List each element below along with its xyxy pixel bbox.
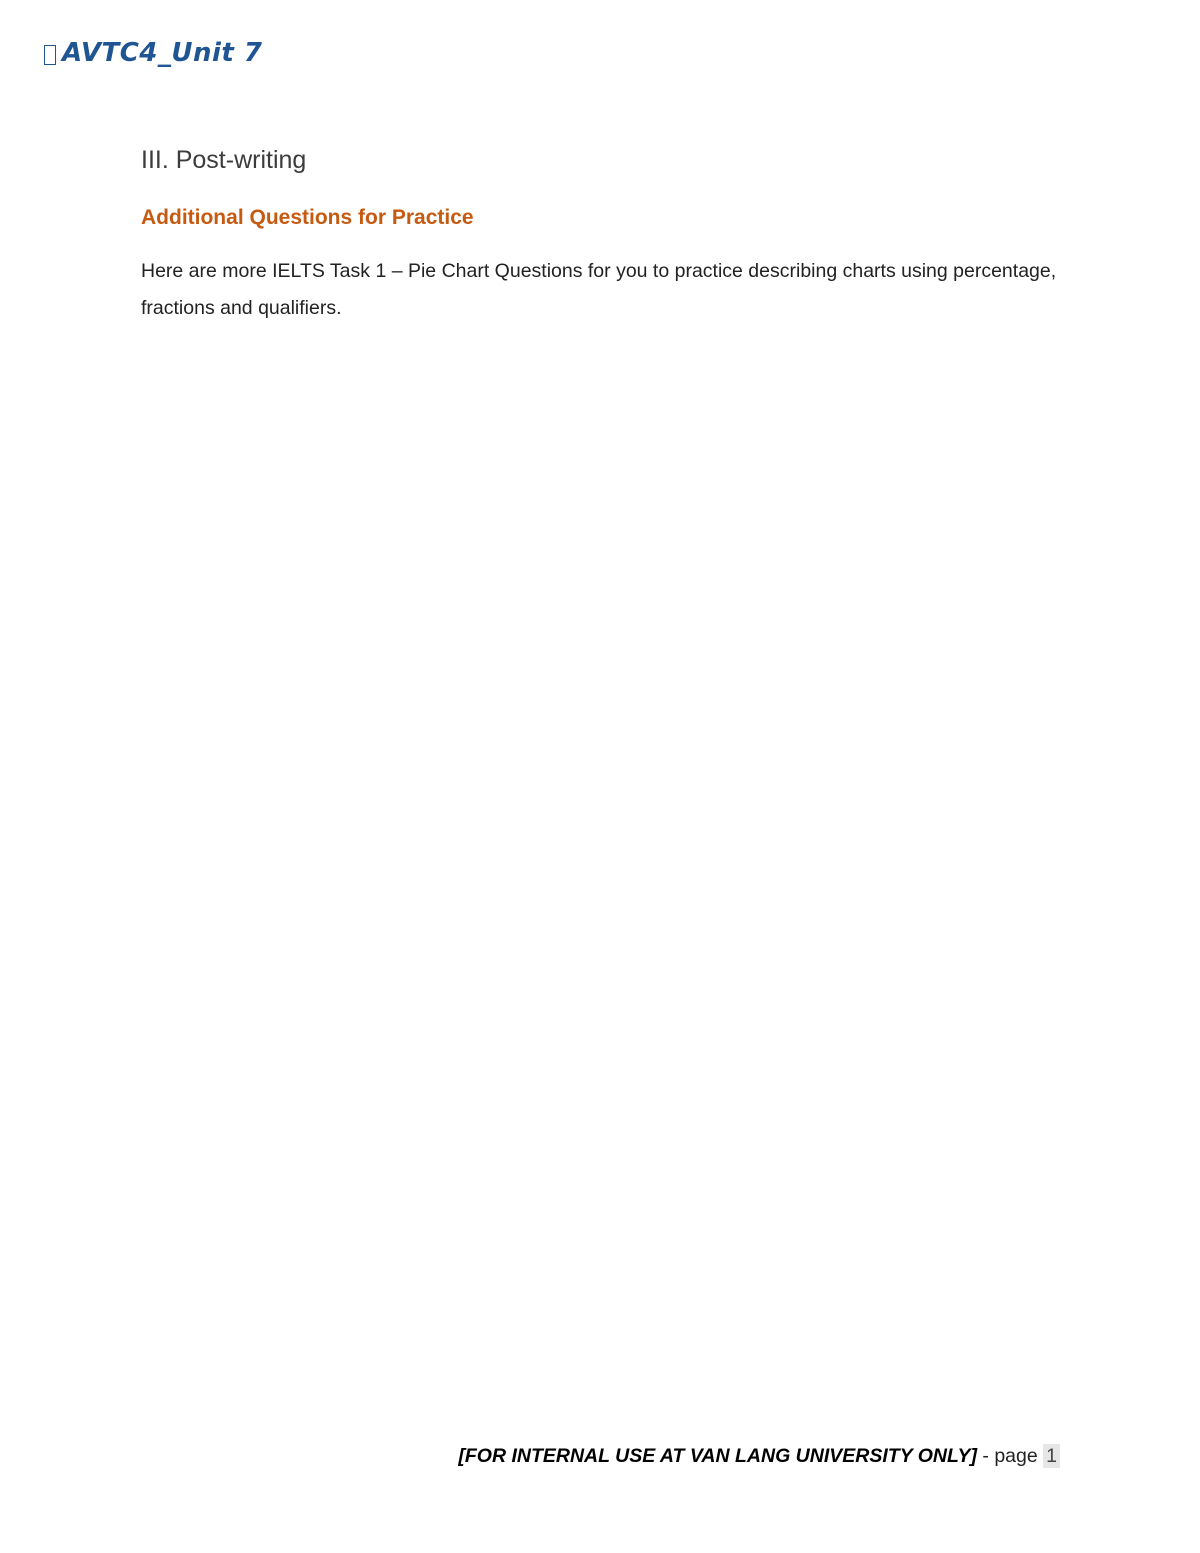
footer-notice: [FOR INTERNAL USE AT VAN LANG UNIVERSITY ONLY] — [458, 1445, 977, 1467]
body-paragraph: Here are more IELTS Task 1 – Pie Chart Questions for you to practice describing charts using percentage, fractions and qualifiers. — [141, 260, 1057, 319]
page-number: 1 — [1043, 1444, 1060, 1468]
page-label: page — [994, 1445, 1044, 1467]
document-title: AVTC4_Unit 7 — [62, 38, 263, 68]
section-heading: III. Post-writing — [141, 146, 307, 174]
footer-separator: - — [976, 1445, 995, 1467]
page-header — [44, 38, 263, 68]
document-icon — [44, 45, 56, 65]
page-footer — [458, 1445, 1060, 1468]
sub-heading: Additional Questions for Practice — [141, 206, 474, 229]
